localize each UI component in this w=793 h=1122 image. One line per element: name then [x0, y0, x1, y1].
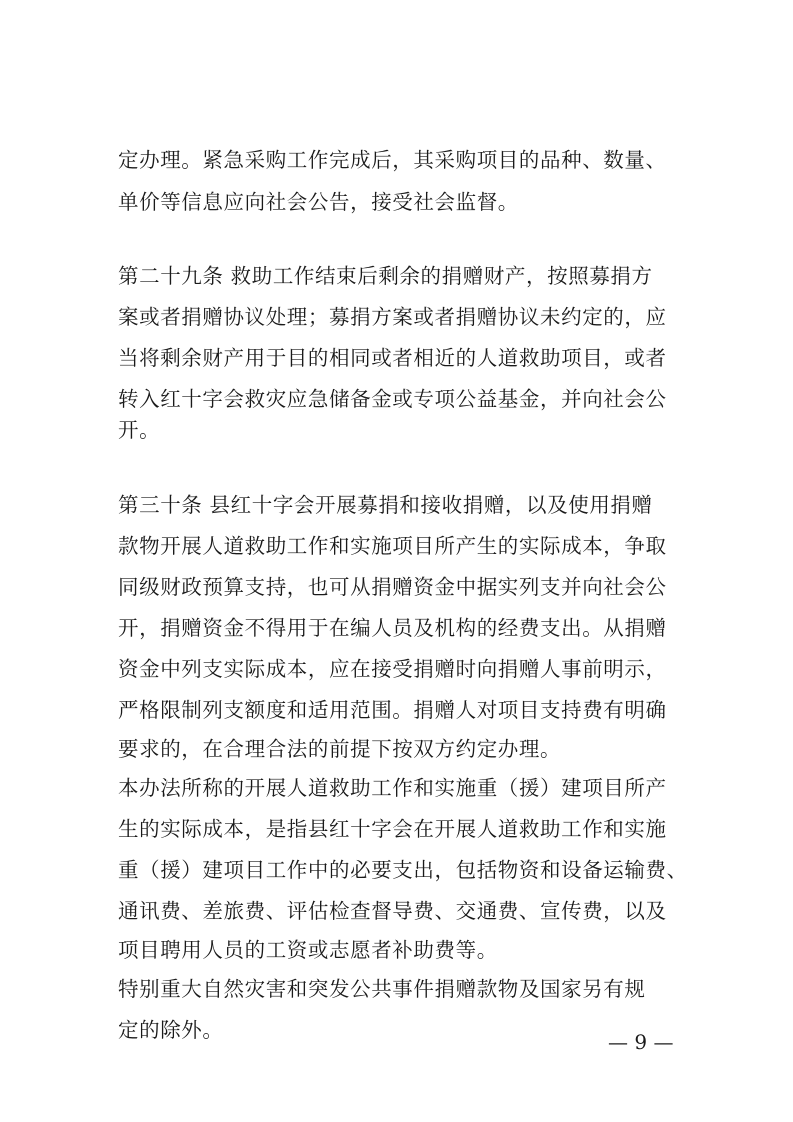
text-line: 要求的，在合理合法的前提下按双方约定办理。 — [118, 737, 562, 761]
text-line: 当将剩余财产用于目的相同或者相近的人道救助项目，或者 — [118, 346, 667, 370]
text-line: 严格限制列支额度和适用范围。捐赠人对项目支持费有明确 — [118, 698, 667, 722]
text-line: 同级财政预算支持，也可从捐赠资金中据实列支并向社会公 — [118, 575, 667, 599]
text-line: 通讯费、差旅费、评估检查督导费、交通费、宣传费，以及 — [118, 899, 667, 923]
text-line: 生的实际成本，是指县红十字会在开展人道救助工作和实施 — [118, 817, 667, 841]
text-line: 开，捐赠资金不得用于在编人员及机构的经费支出。从捐赠 — [118, 616, 667, 640]
text-line: 开。 — [118, 418, 161, 442]
text-line: 特别重大自然灾害和突发公共事件捐赠款物及国家另有规 — [118, 977, 646, 1001]
text-line: 项目聘用人员的工资或志愿者补助费等。 — [118, 938, 498, 962]
text-line: 重（援）建项目工作中的必要支出，包括物资和设备运输费、 — [118, 858, 688, 882]
text-line: 款物开展人道救助工作和实施项目所产生的实际成本，争取 — [118, 534, 667, 558]
text-line: 资金中列支实际成本，应在接受捐赠时向捐赠人事前明示， — [118, 657, 667, 681]
text-line: 案或者捐赠协议处理；募捐方案或者捐赠协议未约定的，应 — [118, 305, 667, 329]
page-number: — 9 — — [608, 1030, 674, 1054]
text-line: 本办法所称的开展人道救助工作和实施重（援）建项目所产 — [118, 776, 667, 800]
text-line: 单价等信息应向社会公告，接受社会监督。 — [118, 190, 519, 214]
text-line: 定的除外。 — [118, 1018, 224, 1042]
article-29-heading-line: 第二十九条 救助工作结束后剩余的捐赠财产，按照募捐方 — [118, 264, 653, 288]
text-line: 转入红十字会救灾应急储备金或专项公益基金，并向社会公 — [118, 387, 667, 411]
text-line: 定办理。紧急采购工作完成后，其采购项目的品种、数量、 — [118, 148, 667, 172]
article-30-heading-line: 第三十条 县红十字会开展募捐和接收捐赠，以及使用捐赠 — [118, 493, 653, 517]
